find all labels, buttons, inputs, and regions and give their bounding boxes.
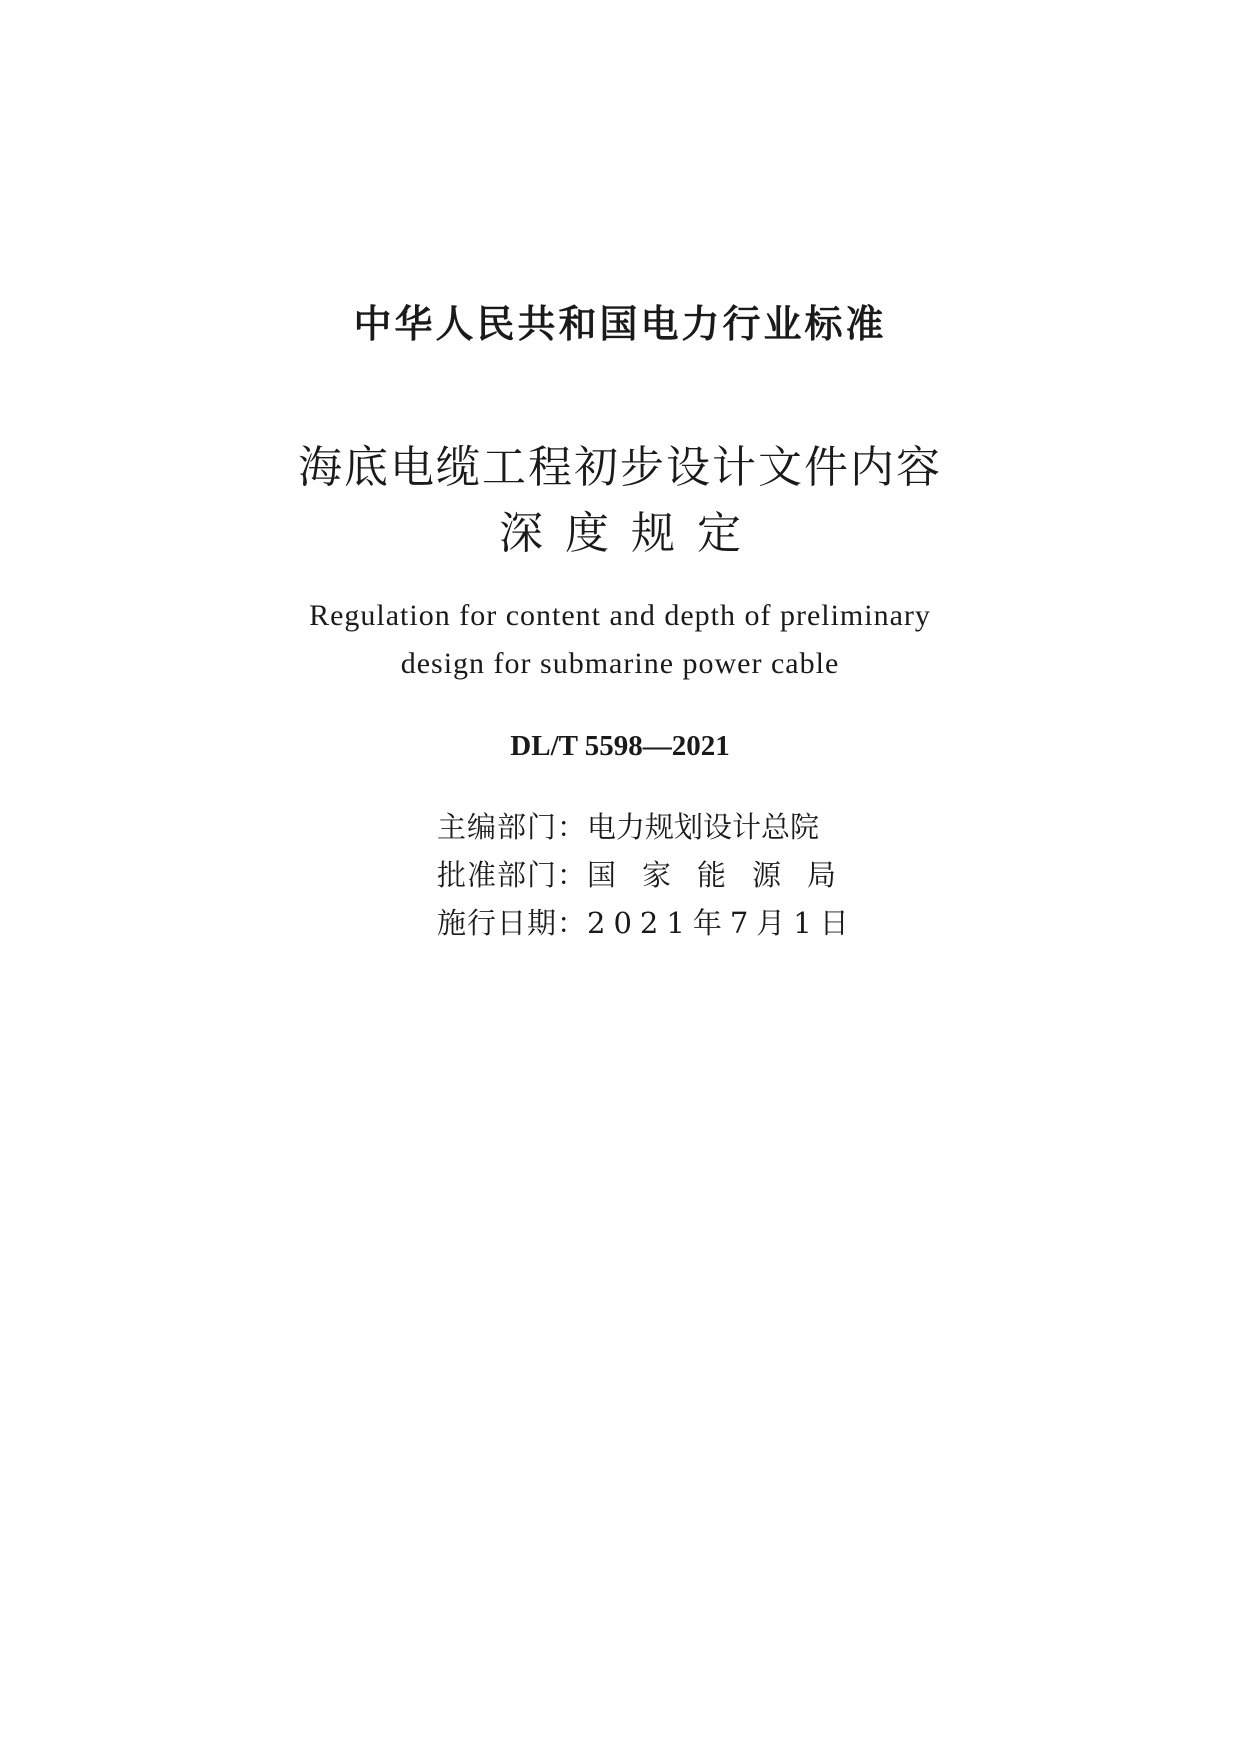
meta-value: 国家能源局 xyxy=(587,858,863,892)
meta-label: 施行日期： xyxy=(437,906,588,940)
english-title-line-2: design for submarine power cable xyxy=(400,647,840,680)
english-title-line-1: Regulation for content and depth of preliminary xyxy=(309,599,931,632)
standard-code: DL/T 5598—2021 xyxy=(510,730,730,762)
meta-row-effective-date xyxy=(437,899,862,947)
chinese-title-line-2: 深度规定 xyxy=(499,508,763,559)
meta-label: 批准部门： xyxy=(437,858,588,892)
meta-row-approver xyxy=(437,851,862,899)
meta-value: 2021年7月1日 xyxy=(587,906,857,940)
meta-label: 主编部门： xyxy=(437,810,588,844)
meta-value: 电力规划设计总院 xyxy=(587,810,820,844)
chinese-title xyxy=(0,435,1240,567)
standard-category: 中华人民共和国电力行业标准 xyxy=(353,302,887,346)
chinese-title-line-1: 海底电缆工程初步设计文件内容 xyxy=(298,442,942,493)
english-title xyxy=(0,592,1240,688)
document-meta xyxy=(437,803,862,947)
meta-row-editor xyxy=(437,803,862,851)
